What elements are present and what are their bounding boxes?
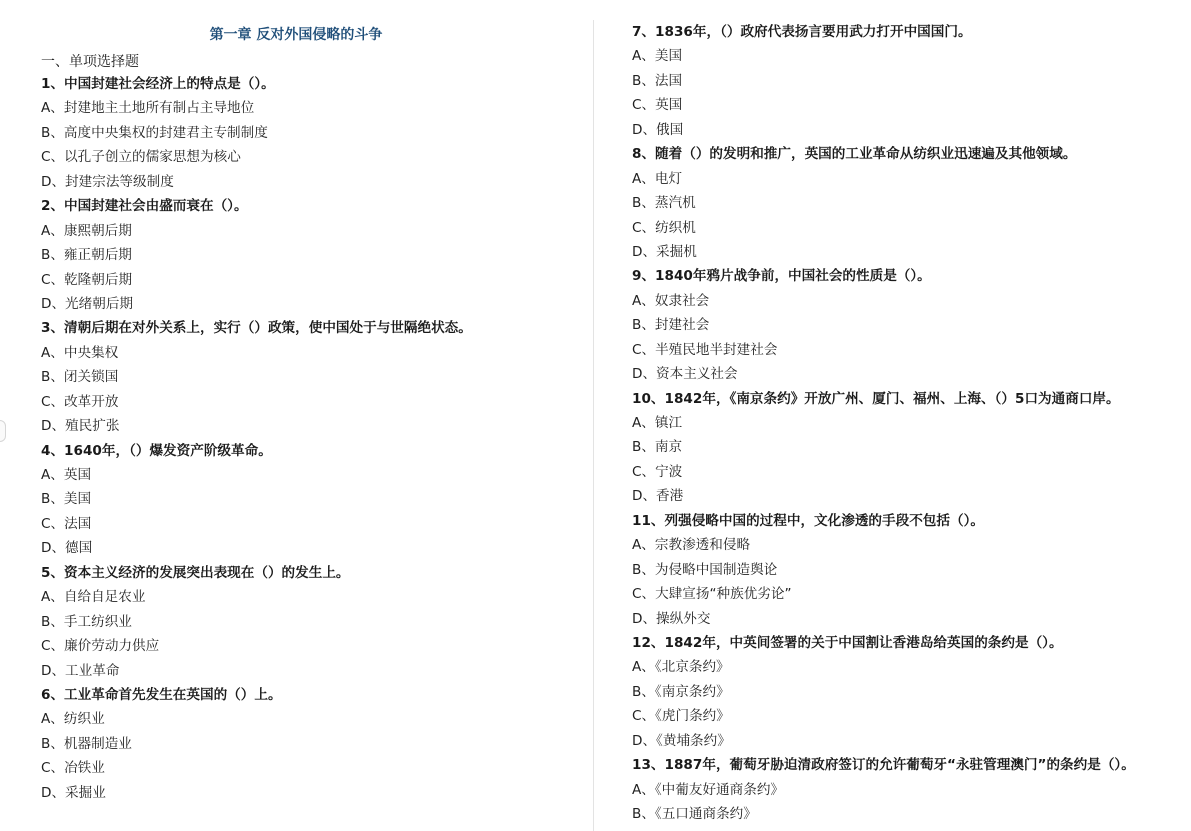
answer-option: C、半殖民地半封建社会: [632, 341, 778, 358]
answer-option: A、宗教渗透和侵略: [632, 537, 751, 554]
answer-option: B、美国: [41, 491, 92, 508]
answer-option: C、乾隆朝后期: [41, 271, 133, 288]
answer-option: B、《南京条约》: [632, 683, 730, 700]
question-stem: 10、1842年，《南京条约》开放广州、厦门、福州、上海、（）5口为通商口岸。: [632, 390, 1120, 407]
answer-option: B、蒸汽机: [632, 195, 696, 212]
question-stem: 11、列强侵略中国的过程中，文化渗透的手段不包括（）。: [632, 512, 984, 529]
answer-option: D、采掘机: [632, 243, 697, 260]
answer-option: C、大肆宣扬“种族优劣论”: [632, 586, 792, 603]
answer-option: D、殖民扩张: [41, 418, 120, 435]
answer-option: B、南京: [632, 439, 683, 456]
answer-option: C、宁波: [632, 463, 683, 480]
answer-option: A、英国: [41, 467, 92, 483]
question-stem: 9、1840年鸦片战争前，中国社会的性质是（）。: [632, 268, 931, 285]
side-scroll-handle[interactable]: [0, 420, 6, 442]
answer-option: D、资本主义社会: [632, 366, 738, 383]
answer-option: D、采掘业: [41, 784, 106, 801]
chapter-title: 第一章 反对外国侵略的斗争: [209, 27, 383, 43]
answer-option: B、封建社会: [632, 317, 710, 334]
answer-option: C、冶铁业: [41, 760, 105, 777]
answer-option: B、机器制造业: [41, 735, 132, 752]
answer-option: D、俄国: [632, 121, 684, 138]
answer-option: A、《北京条约》: [632, 659, 730, 676]
answer-option: A、电灯: [632, 170, 683, 187]
answer-option: B、为侵略中国制造舆论: [632, 561, 778, 578]
answer-option: C、纺织机: [632, 219, 696, 236]
answer-option: A、纺织业: [41, 711, 105, 728]
question-stem: 8、随着（）的发明和推广，英国的工业革命从纺织业迅速遍及其他领域。: [632, 146, 1077, 163]
answer-option: C、廉价劳动力供应: [41, 638, 160, 655]
answer-option: B、高度中央集权的封建君主专制制度: [41, 124, 268, 141]
answer-option: A、美国: [632, 48, 683, 65]
answer-option: D、《黄埔条约》: [632, 732, 731, 749]
answer-option: C、以孔子创立的儒家思想为核心: [41, 149, 241, 166]
left-question-list: [41, 72, 601, 805]
answer-option: D、封建宗法等级制度: [41, 173, 174, 190]
answer-option: B、手工纺织业: [41, 613, 132, 630]
section-heading: 一、单项选择题: [41, 54, 139, 70]
question-stem: 1、中国封建社会经济上的特点是（）。: [41, 76, 275, 92]
answer-option: C、《虎门条约》: [632, 708, 730, 725]
answer-option: A、镇江: [632, 415, 683, 431]
answer-option: D、操纵外交: [632, 610, 711, 627]
answer-option: C、法国: [41, 515, 92, 532]
question-stem: 13、1887年，葡萄牙胁迫清政府签订的允许葡萄牙“永驻管理澳门”的条约是（）。: [632, 757, 1135, 774]
question-stem: 5、资本主义经济的发展突出表现在（）的发生上。: [41, 564, 350, 581]
answer-option: B、雍正朝后期: [41, 247, 132, 264]
answer-option: D、香港: [632, 488, 684, 505]
question-stem: 12、1842年，中英间签署的关于中国割让香港岛给英国的条约是（）。: [632, 634, 1063, 651]
answer-option: D、光绪朝后期: [41, 295, 134, 312]
right-question-list: [632, 20, 1191, 826]
question-stem: 3、清朝后期在对外关系上，实行（）政策，使中国处于与世隔绝状态。: [41, 320, 472, 337]
answer-option: D、工业革命: [41, 662, 120, 679]
answer-option: D、德国: [41, 540, 93, 557]
answer-option: C、英国: [632, 97, 683, 114]
question-stem: 6、工业革命首先发生在英国的（）上。: [41, 686, 282, 703]
answer-option: A、奴隶社会: [632, 292, 710, 309]
answer-option: A、康熙朝后期: [41, 222, 132, 239]
answer-option: B、闭关锁国: [41, 369, 119, 386]
answer-option: B、法国: [632, 72, 683, 89]
answer-option: C、改革开放: [41, 393, 119, 410]
answer-option: A、中央集权: [41, 344, 119, 361]
question-stem: 2、中国封建社会由盛而衰在（）。: [41, 198, 248, 215]
answer-option: A、自给自足农业: [41, 589, 146, 606]
answer-option: B、《五口通商条约》: [632, 806, 757, 822]
question-stem: 4、1640年，（）爆发资产阶级革命。: [41, 442, 272, 459]
answer-option: A、《中葡友好通商条约》: [632, 781, 785, 798]
question-stem: 7、1836年，（）政府代表扬言要用武力打开中国国门。: [632, 24, 972, 40]
answer-option: A、封建地主土地所有制占主导地位: [41, 100, 255, 117]
